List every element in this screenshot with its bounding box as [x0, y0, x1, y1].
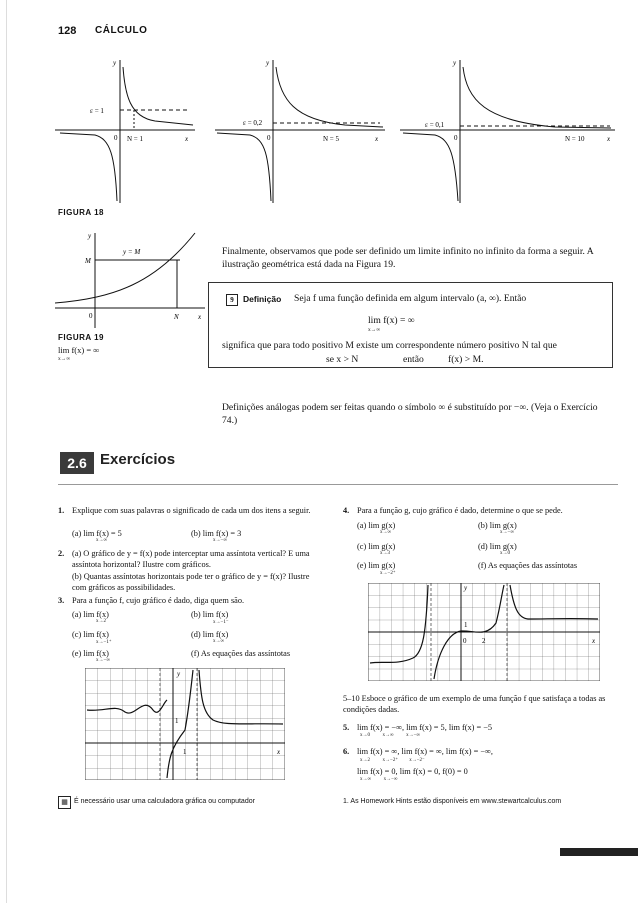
ex4-b: (b) lim g(x): [478, 521, 517, 530]
ex4-graph-x-label: x: [592, 637, 596, 645]
ex6-line2: lim f(x) = 0, lim f(x) = 0, f(0) = 0: [357, 767, 468, 776]
ex3-graph-y-one: 1: [175, 717, 179, 725]
fig18-n-2: N = 5: [323, 135, 340, 143]
fig19-y-label: y: [88, 232, 92, 240]
ex4-a-sub: x→∞: [380, 530, 392, 535]
definition-number: 9: [226, 294, 238, 306]
fig18-eps-3: ε = 0,1: [425, 121, 445, 129]
ex1-b: (b) lim f(x) = 3: [191, 529, 242, 538]
ex4-text: Para a função g, cujo gráfico é dado, determine o que se pede.: [357, 506, 563, 515]
ex6-number: 6.: [343, 747, 350, 756]
ex3-a-sub: x→2: [96, 619, 106, 624]
scan-left-edge: [6, 0, 7, 903]
ex1-number: 1.: [58, 506, 65, 515]
ex4-c-sub: x→3: [380, 551, 390, 556]
ex4-number: 4.: [343, 506, 350, 515]
analog-paragraph: Definições análogas podem ser feitas quando o símbolo ∞ é substituído por −∞. (Veja o Exercício 74.): [222, 402, 598, 426]
exercises-heading: Exercícios: [100, 451, 176, 468]
footer-right-note: 1. As Homework Hints estão disponíveis em www.stewartcalculus.com: [343, 798, 562, 805]
fig18-origin-2: 0: [267, 134, 271, 142]
fig19-m-label: M: [85, 257, 91, 265]
definition-condition-right: f(x) > M.: [448, 354, 484, 365]
ex3-b-sub: x→−1⁻: [213, 620, 229, 625]
ex1-a: (a) lim f(x) = 5: [72, 529, 122, 538]
fig19-x-label: x: [198, 313, 202, 321]
fig18-origin-3: 0: [454, 134, 458, 142]
ex3-d-sub: x→∞: [213, 639, 225, 644]
scan-corner-mark: [560, 848, 638, 856]
definition-formula: lim f(x) = ∞: [368, 315, 415, 326]
fig18-x-label-2: x: [375, 135, 379, 143]
fig18-y-label-3: y: [453, 59, 457, 67]
intro-paragraph: Finalmente, observamos que pode ser definido um limite infinito no infinito da forma a seguir. A ilustração geométrica está dada na Figura 19.: [222, 246, 594, 270]
ex4-f: (f) As equações das assíntotas: [478, 561, 578, 570]
fig18-eps-1: ε = 1: [90, 107, 104, 115]
ex3-c: (c) lim f(x): [72, 630, 109, 639]
ex4-graph: [368, 583, 600, 681]
ex4-graph-origin: 0: [463, 637, 467, 645]
section-divider: [58, 484, 618, 485]
ex3-graph-x-one: 1: [183, 748, 187, 756]
ex5-subs: x→0 x→∞ x→−∞: [360, 733, 420, 738]
fig18-x-label-1: x: [185, 135, 189, 143]
ex4-c: (c) lim g(x): [357, 542, 396, 551]
ex3-e-sub: x→−∞: [96, 658, 110, 663]
ex2-number: 2.: [58, 549, 65, 558]
ex3-f: (f) As equações das assíntotas: [191, 649, 291, 658]
ex3-graph-y-label: y: [177, 670, 181, 678]
ex5-text: lim f(x) = −∞, lim f(x) = 5, lim f(x) = −5: [357, 723, 493, 732]
definition-meaning: significa que para todo positivo M existe um correspondente número positivo N tal que: [222, 340, 557, 351]
ex3-c-sub: x→−1⁺: [96, 640, 112, 645]
section-badge: 2.6: [60, 452, 94, 474]
definition-formula-sub: x→∞: [368, 327, 381, 333]
ex3-text: Para a função f, cujo gráfico é dado, diga quem são.: [72, 596, 245, 605]
ex4-d-sub: x→0: [500, 551, 510, 556]
page-number: 128: [58, 25, 77, 37]
figure-19: [55, 228, 205, 328]
figure-19-label: FIGURA 19: [58, 333, 104, 342]
ex3-e: (e) lim f(x): [72, 649, 109, 658]
definition-condition-mid: então: [403, 354, 424, 365]
fig18-x-label-3: x: [607, 135, 611, 143]
ex2-b: (b) Quantas assíntotas horizontais pode ter o gráfico de y = f(x)? Ilustre com gráficos as possibilidades.: [72, 572, 310, 592]
ex3-graph: [85, 668, 285, 780]
fig18-y-label-2: y: [266, 59, 270, 67]
ex5-number: 5.: [343, 723, 350, 732]
fig18-n-1: N = 1: [127, 135, 144, 143]
fig19-n-label: N: [174, 313, 179, 321]
ex4-e-sub: x→−2⁺: [380, 571, 396, 576]
ex3-b: (b) lim f(x): [191, 610, 229, 619]
ex6-subs1: x→2 x→−2⁺ x→−2⁻: [360, 758, 425, 763]
ex1-text: Explique com suas palavras o significado de cada um dos itens a seguir.: [72, 506, 311, 515]
definition-title: Definição: [243, 294, 282, 304]
fig19-curve-label: y = M: [123, 248, 141, 256]
definition-condition-left: se x > N: [326, 354, 359, 365]
ex2-a: (a) O gráfico de y = f(x) pode interceptar uma assíntota vertical? E uma assíntota horizontal? Ilustre com gráficos.: [72, 549, 310, 569]
fig18-y-label-1: y: [113, 59, 117, 67]
ex1-a-sub: x→∞: [96, 538, 108, 543]
figure-18: [55, 55, 615, 205]
figure-19-caption-sub: x→∞: [58, 356, 71, 362]
figure-19-caption: lim f(x) = ∞: [58, 345, 100, 355]
definition-text: Seja f uma função definida em algum intervalo (a, ∞). Então: [294, 293, 527, 304]
calculator-icon: ▦: [58, 796, 71, 809]
fig19-origin: 0: [89, 312, 93, 320]
figure-18-label: FIGURA 18: [58, 208, 104, 217]
ex4-graph-y-one: 1: [464, 621, 468, 629]
ex3-number: 3.: [58, 596, 65, 605]
ex4-graph-x-two: 2: [482, 637, 486, 645]
ex4-d: (d) lim g(x): [478, 542, 517, 551]
fig18-eps-2: ε = 0,2: [243, 119, 263, 127]
ex4-graph-y-label: y: [464, 584, 468, 592]
footer-left-note: É necessário usar uma calculadora gráfica ou computador: [74, 798, 255, 805]
ex3-a: (a) lim f(x): [72, 610, 109, 619]
fig18-origin-1: 0: [114, 134, 118, 142]
ex3-graph-x-label: x: [277, 748, 281, 756]
ex4-e: (e) lim g(x): [357, 561, 396, 570]
running-title: CÁLCULO: [95, 25, 148, 36]
ex5-10-instruction: 5–10 Esboce o gráfico de um exemplo de uma função f que satisfaça a todas as condições dadas.: [343, 694, 606, 714]
ex4-a: (a) lim g(x): [357, 521, 396, 530]
ex6-line1: lim f(x) = ∞, lim f(x) = ∞, lim f(x) = −∞,: [357, 747, 494, 756]
fig18-n-3: N = 10: [565, 135, 585, 143]
ex4-b-sub: x→−∞: [500, 530, 514, 535]
ex3-d: (d) lim f(x): [191, 630, 229, 639]
ex1-b-sub: x→−∞: [213, 538, 227, 543]
ex6-subs2: x→∞ x→−∞: [360, 777, 398, 782]
